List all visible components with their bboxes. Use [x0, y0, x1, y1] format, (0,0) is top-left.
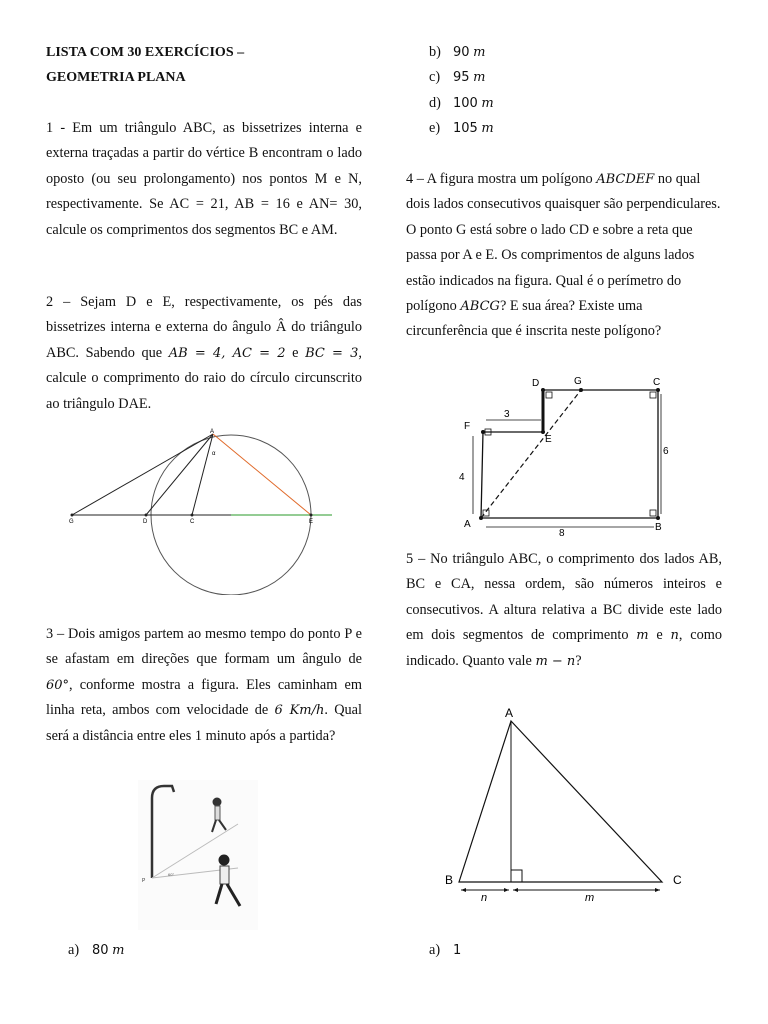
- option-value: 100: [453, 95, 478, 111]
- option-unit: m: [473, 70, 486, 86]
- option-unit: m: [481, 95, 494, 111]
- title-line-1: LISTA COM 30 EXERCÍCIOS –: [46, 45, 245, 60]
- page-title: [46, 40, 376, 90]
- arrow-m-left: [513, 888, 518, 892]
- q5-options: [429, 938, 461, 963]
- option-c[interactable]: [429, 65, 494, 90]
- triangle-abc: [459, 721, 662, 882]
- option-e[interactable]: [429, 116, 494, 141]
- label-e: E: [545, 434, 552, 445]
- label-d: D: [143, 519, 148, 525]
- length-af: 4: [459, 472, 465, 483]
- q5-figure: [440, 700, 690, 910]
- label-alpha: α: [212, 451, 216, 457]
- q4-figure: [456, 372, 676, 538]
- option-label: a): [68, 942, 80, 958]
- arrow-n-right: [504, 888, 509, 892]
- length-ab: 8: [559, 528, 565, 538]
- option-value: 80: [92, 943, 109, 958]
- q5-text-b: e: [648, 627, 671, 644]
- point-c: [191, 514, 194, 517]
- q3-text-c: . Qual será a distância entre eles 1 minuto após a partida?: [46, 702, 362, 744]
- q2-math-b: BC = 3: [305, 345, 359, 361]
- q2-math-a: AB = 4, AC = 2: [168, 345, 286, 361]
- question-3-text: [46, 622, 362, 749]
- q4-math-b: ABCG: [460, 299, 500, 315]
- arrow-n-left: [461, 888, 466, 892]
- option-label: e): [429, 120, 441, 137]
- point-e: [310, 514, 313, 517]
- option-value: 1: [453, 943, 462, 958]
- q5-math-a: m: [636, 628, 649, 644]
- option-unit: m: [112, 943, 125, 958]
- line-a-e: [213, 434, 311, 515]
- q3-text-b: , conforme mostra a figura. Eles caminham em linha reta, ambos com velocidade de: [46, 676, 362, 719]
- option-a[interactable]: [429, 938, 461, 963]
- label-c: C: [653, 377, 661, 388]
- point-f: [481, 430, 485, 434]
- q2-text-c: , calcule o comprimento do raio do círculo circunscrito ao triângulo DAE.: [46, 344, 362, 412]
- q3-options: [68, 938, 124, 963]
- length-bc: 6: [663, 446, 669, 457]
- question-1-text: 1 - Em um triângulo ABC, as bissetrizes interna e externa traçadas a partir do vértice B encontram o lado oposto (ou seu prolongamento) nos pontos M e N, respectivamente. Se AC = 21, AB = 16 e AN= 30, calcule os comprimentos dos segmentos BC e AM.: [46, 120, 362, 238]
- q2-figure: [60, 425, 340, 595]
- option-value: 95: [453, 70, 470, 86]
- label-a: A: [210, 429, 215, 435]
- option-value: 90: [453, 45, 470, 60]
- label-e: E: [309, 519, 314, 525]
- label-b: B: [445, 873, 454, 887]
- q3-options-continued: [429, 40, 494, 142]
- question-2-text: [46, 290, 362, 417]
- option-unit: m: [473, 45, 486, 60]
- question-5-text: [406, 547, 722, 674]
- option-label: c): [429, 69, 441, 86]
- label-b: B: [655, 522, 662, 533]
- right-angle-marker: [511, 870, 522, 882]
- q4-text-c: ? E sua área? Existe uma circunferência que é inscrita neste polígono?: [406, 298, 662, 340]
- point-d: [541, 388, 545, 392]
- question-4-text: [406, 167, 722, 345]
- option-a[interactable]: [68, 938, 124, 963]
- point-g: [579, 388, 583, 392]
- line-a-g: [481, 390, 581, 518]
- q5-math-c: m − n: [535, 653, 576, 669]
- q5-text-d: ?: [575, 652, 582, 669]
- point-g: [71, 514, 74, 517]
- label-angle: 60°: [168, 872, 175, 877]
- option-label: a): [429, 942, 441, 958]
- q5-math-b: n: [670, 628, 679, 644]
- figure-background: [138, 780, 258, 930]
- line-g-a: [72, 434, 213, 515]
- option-value: 105: [453, 121, 478, 137]
- q5-text-c: , como indicado. Quanto vale: [406, 627, 722, 669]
- label-c: C: [673, 873, 682, 887]
- q4-text-b: no qual dois lados consecutivos quaisquer são perpendiculares. O ponto G está sobre o lado CD e sobre a reta que passa por A e E. Os comprimentos de alguns lados estão indicados na figura. Qual é o perímetro do polígono: [406, 171, 721, 315]
- q3-text-a: 3 – Dois amigos partem ao mesmo tempo do ponto P e se afastam em direções que formam um ângulo de: [46, 626, 362, 668]
- length-fe: 3: [504, 409, 510, 420]
- label-d: D: [532, 378, 540, 389]
- q2-text-b: e: [285, 344, 306, 361]
- q3-math-a: 60°: [46, 677, 70, 693]
- option-b[interactable]: [429, 40, 494, 65]
- right-angle-b: [650, 510, 656, 516]
- point-d: [145, 514, 148, 517]
- q4-math-a: ABCDEF: [596, 172, 655, 187]
- label-a: A: [464, 519, 471, 530]
- label-c: C: [190, 519, 195, 525]
- label-g: G: [69, 519, 74, 525]
- option-label: d): [429, 94, 441, 111]
- q2-text-a: 2 – Sejam D e E, respectivamente, os pés das bissetrizes interna e externa do ângulo Â do triângulo ABC. Sabendo que: [46, 294, 362, 361]
- q4-text-a: 4 – A figura mostra um polígono: [406, 171, 597, 187]
- label-g: G: [574, 376, 582, 387]
- label-a: A: [505, 706, 514, 720]
- point-a: [479, 516, 483, 520]
- option-d[interactable]: [429, 91, 494, 116]
- option-label: b): [429, 44, 441, 60]
- option-unit: m: [481, 121, 494, 137]
- q5-text-a: 5 – No triângulo ABC, o comprimento dos lados AB, BC e CA, nessa ordem, são números inteiros e consecutivos. A altura relativa a BC divide este lado em dois segmentos de comprimento: [406, 551, 722, 644]
- label-p: P: [142, 878, 146, 884]
- title-line-2: GEOMETRIA PLANA: [46, 70, 186, 85]
- q3-math-b: 6 Km/h: [274, 703, 325, 719]
- q3-figure: [138, 780, 258, 930]
- point-c: [656, 388, 660, 392]
- label-m: m: [585, 892, 595, 904]
- right-angle-c: [650, 392, 656, 398]
- label-n: n: [481, 892, 488, 904]
- point-b: [656, 516, 660, 520]
- arrow-m-right: [655, 888, 660, 892]
- right-angle-d: [546, 392, 552, 398]
- label-f: F: [464, 421, 471, 432]
